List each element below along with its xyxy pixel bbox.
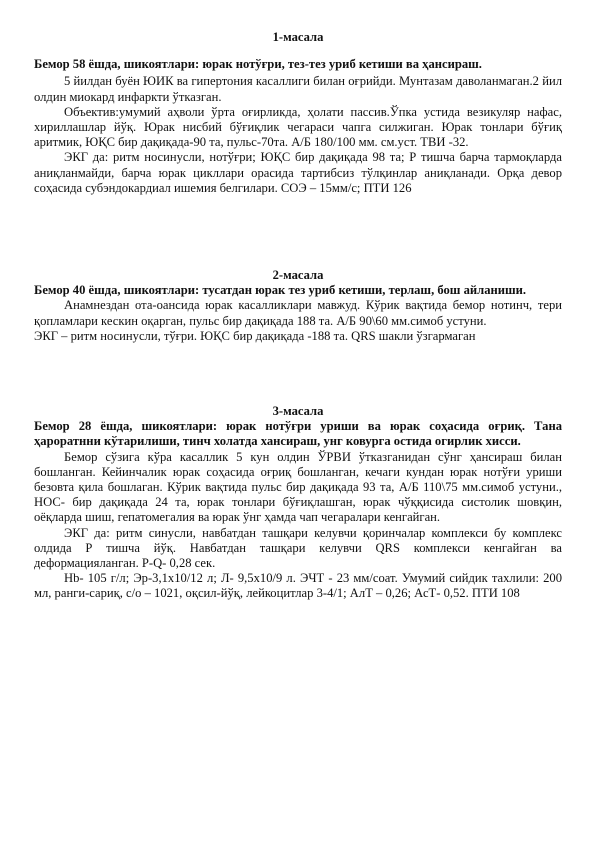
problem-2 xyxy=(34,268,562,344)
problem-1-ecg: ЭКГ да: ритм носинусли, нотўғри; ЮҚС бир дақиқада 98 та; Р тишча барча тармоқларда аниқланмайди, барча юрак цикллари орасида тартибсиз тўлқинлар аниқланади. Орқа девор соҳасида субэндокардиал ишемия белгилари. СОЭ – 15мм/с; ПТИ 126 xyxy=(34,150,562,195)
problem-1-anamnesis: 5 йилдан буён ЮИК ва гипертония касаллиги билан оғрийди. Мунтазам даволанмаган.2 йил олдин миокард инфаркти ўтказган. xyxy=(34,74,562,104)
problem-3-title: 3-масала xyxy=(272,404,324,418)
problem-3-ecg: ЭКГ да: ритм синусли, навбатдан ташқари келувчи қоринчалар комплекси бу комплекс олдида Р тишча йўқ. Навбатдан ташқари келувчи QRS комплекси кенгайган ва деформацияланган. Р-Q- 0,28 сек. xyxy=(34,525,562,571)
problem-3-anamnesis: Бемор сўзига кўра касаллик 5 кун олдин ЎРВИ ўтказганидан сўнг ҳансираш билан бошланган. Кейинчалик юрак соҳасида оғриқ бошланган, кечаги кундан юрак нотўғи уриши безовта қила бошлаган. Кўрик вақтида пульс бир дақиқада 93 та, А/Б 110\75 мм.симоб устуни., НОС- бир дақиқада 24 та, юрак тонлари бўғиқлашган, юрак чўққисида систолик шовқин, оёқларда шиш, гепатомегалия ва юрак ўнг ҳамда чап чегаралари кенгайган. xyxy=(34,449,562,525)
problem-1-title: 1-масала xyxy=(272,30,324,44)
problem-2-anamnesis: Анамнездан ота-оансида юрак касалликлари мавжуд. Кўрик вақтида бемор нотинч, тери қопламлари кескин оқарган, пульс бир дақиқада 188 та. А/Б 90\60 мм.симоб устуни. xyxy=(34,298,562,328)
problem-2-title: 2-масала xyxy=(272,268,324,282)
problem-3-lab-results: Нb- 105 г/л; Эр-3,1х10/12 л; Л- 9,5х10/9 л. ЭЧТ - 23 мм/соат. Умумий сийдик тахлили: 200 мл, ранги-сариқ, с/о – 1021, оқсил-йўқ, лейкоцитлар 3-4/1; АлТ – 0,26; АсТ- 0,52. ПТИ 108 xyxy=(34,571,562,601)
problem-2-ecg: ЭКГ – ритм носинусли, тўғри. ЮҚС бир дақиқада -188 та. QRS шакли ўзгармаган xyxy=(34,328,476,343)
problem-1 xyxy=(34,30,562,196)
problem-1-objective: Объектив:умумий аҳволи ўрта оғирликда, ҳолати пассив.Ўпка устида везикуляр нафас, хириллашлар йўқ. Юрак нисбий бўғиқлик чегараси чапга силжиган. Юрак тонлари бўғиқ аритмик, ЮҚС бир дақиқада-90 та, пульс-70та. А/Б 180/100 мм. см.уст. ТВИ -32. xyxy=(34,104,562,150)
problem-3 xyxy=(34,404,562,602)
problem-2-complaints: Бемор 40 ёшда, шикоятлари: тусатдан юрак тез уриб кетиши, терлаш, бош айланиши. xyxy=(34,283,527,298)
problem-1-complaints: Бемор 58 ёшда, шикоятлари: юрак нотўғри, тез-тез уриб кетиши ва ҳансираш. xyxy=(34,57,482,72)
problem-3-complaints: Бемор 28 ёшда, шикоятлари: юрак нотўғри уриши ва юрак соҳасида оғриқ. Тана ҳароратнни кўтарилиши, тинч холатда хансираш, унг ковурга остида огирлик хисси. xyxy=(34,419,562,449)
